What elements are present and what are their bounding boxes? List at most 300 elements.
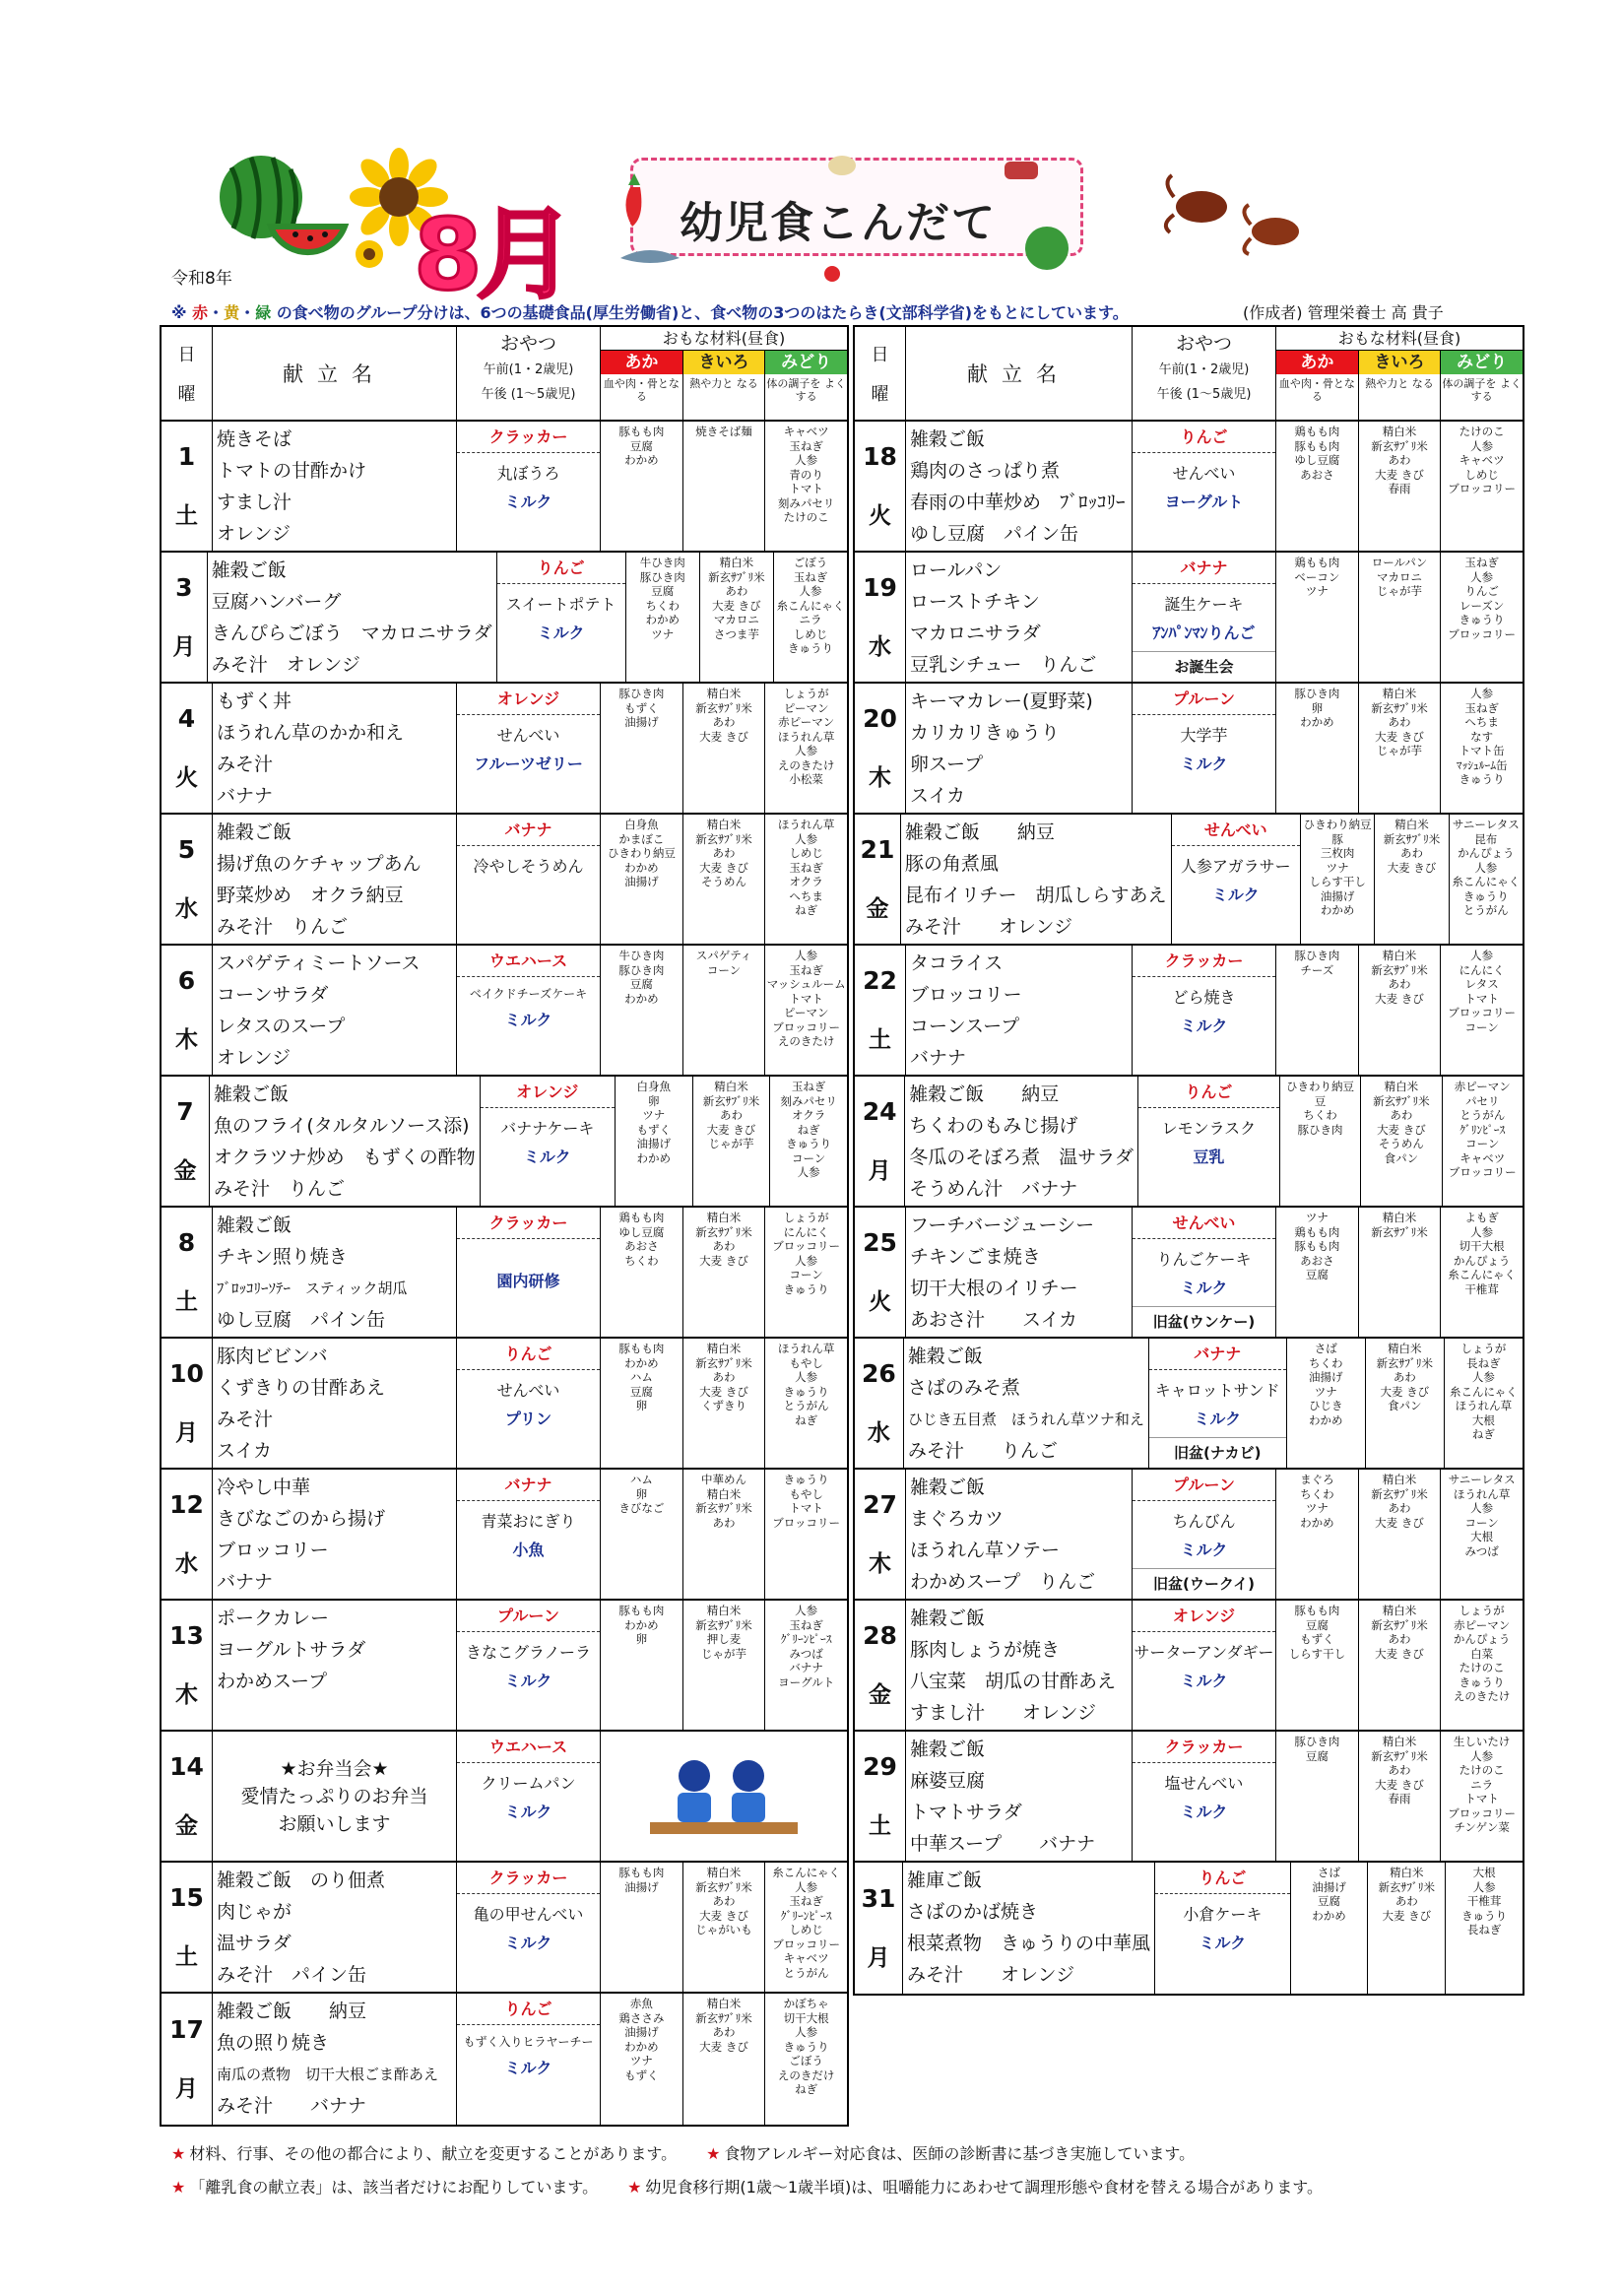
- group-red-header: あか 血や肉・骨となる: [1276, 351, 1359, 420]
- ingredients-cell: [601, 1863, 847, 1992]
- ingredients-cell: [1301, 815, 1523, 944]
- weekday: 水: [867, 1419, 890, 1446]
- ingredient-red: さば ちくわ 油揚げ ツナ ひじき わかめ: [1287, 1339, 1366, 1468]
- weekday: 土: [175, 1288, 198, 1315]
- snack-am: りんご: [1133, 422, 1275, 453]
- weekday: 月: [867, 1945, 890, 1972]
- ingredient-red: 鶏もも肉 ベーコン ツナ: [1276, 553, 1359, 682]
- day-cell: [162, 946, 213, 1075]
- ingredient-yellow: 精白米 新玄ｻﾌﾞﾘ米 あわ 大麦 きび: [1359, 1470, 1442, 1599]
- menu-item: 焼きそば: [217, 428, 292, 450]
- weekday: 金: [869, 1681, 891, 1708]
- ingredient-green: サニーレタス 昆布 かんぴょう 人参 糸こんにゃく きゅうり とうがん: [1452, 818, 1521, 917]
- day-number: 17: [169, 2014, 204, 2044]
- ingredient-green: ごぼう 玉ねぎ 人参 糸こんにゃく ニラ しめじ きゅうり: [776, 556, 845, 655]
- snack-drink: フルーツゼリー: [474, 754, 583, 773]
- ingredient-yellow: 精白米 新玄ｻﾌﾞﾘ米 あわ 大麦 きび じゃが芋: [1359, 684, 1442, 813]
- menu-item: ほうれん草ソテー: [910, 1540, 1061, 1561]
- day-number: 10: [169, 1359, 204, 1389]
- menu-item: 卵スープ: [910, 754, 984, 775]
- weekday: 月: [175, 2076, 198, 2103]
- snack-am: りんご: [457, 1994, 600, 2025]
- ingredient-red: ひきわり納豆 豚 三枚肉 ツナ しらす干し 油揚げ わかめ: [1301, 815, 1375, 944]
- snack-drink: ミルク: [1180, 754, 1228, 773]
- menu-item: 雑穀ご飯 納豆: [217, 2001, 367, 2022]
- snack-drink: ミルク: [504, 492, 552, 511]
- group-red-header: あか 血や肉・骨となる: [601, 351, 683, 420]
- ingredient-green: キャベツ 玉ねぎ 人参 青のり トマト 刻みパセリ たけのこ: [777, 425, 835, 524]
- day-header: 日 曜: [162, 327, 213, 420]
- ingredient-red: ひきわり納豆 豆 ちくわ 豚ひき肉: [1280, 1077, 1361, 1206]
- snack-am: ウエハース: [457, 1732, 600, 1763]
- ingredient-yellow: 精白米 新玄ｻﾌﾞﾘ米 あわ 大麦 きび そうめん 食パン: [1361, 1077, 1442, 1206]
- ingredients-cell: [601, 815, 847, 944]
- menu-item: さばのかば焼き: [907, 1901, 1039, 1923]
- table-row: [162, 684, 847, 815]
- day-cell: [855, 815, 901, 944]
- menu-table-right: [853, 325, 1524, 1996]
- menu-item: みそ汁 オレンジ: [907, 1964, 1075, 1986]
- snack-pm: 亀の甲せんべい: [473, 1905, 584, 1924]
- menu-cell: [906, 946, 1133, 1075]
- ingredient-red: 豚もも肉 わかめ ハム 豆腐 卵: [601, 1339, 683, 1468]
- snack-cell: [481, 1077, 616, 1206]
- ingredient-green: 生しいたけ 人参 たけのこ ニラ トマト ブロッコリー チンゲン菜: [1448, 1735, 1517, 1834]
- snack-pm: サーターアンダギー: [1134, 1643, 1274, 1662]
- snack-pm: 小倉ケーキ: [1183, 1905, 1263, 1924]
- ingredient-green: 玉ねぎ 人参 りんご レーズン きゅうり ブロッコリー: [1448, 556, 1517, 641]
- day-cell: [162, 1863, 213, 1992]
- ingredients-cell: [1276, 946, 1523, 1075]
- menu-item: 雑穀ご飯 納豆: [909, 1083, 1060, 1105]
- menu-item: みそ汁: [217, 1409, 274, 1430]
- menu-item: 雑穀ご飯: [211, 559, 287, 581]
- day-cell: [162, 1470, 213, 1599]
- ingredient-red: 豚ひき肉 卵 わかめ: [1276, 684, 1359, 813]
- menu-item: ローストチキン: [910, 591, 1040, 613]
- menu-item: ロールパン: [910, 559, 1003, 581]
- day-number: 27: [863, 1490, 897, 1520]
- menu-item: ポークカレー: [217, 1607, 330, 1629]
- table-row: [162, 815, 847, 946]
- menu-cell: [213, 815, 457, 944]
- day-cell: [855, 1732, 906, 1861]
- menu-item: 南瓜の煮物 切干大根ごま酢あえ: [217, 2066, 439, 2083]
- weekday: 木: [175, 1026, 198, 1053]
- day-number: 8: [177, 1228, 196, 1258]
- ingredient-green: かぼちゃ 切干大根 人参 きゅうり ごぼう えのきだけ ねぎ: [777, 1997, 835, 2096]
- ingredient-yellow: 精白米 新玄ｻﾌﾞﾘ米 あわ 大麦 きび じゃがいも: [683, 1863, 766, 1992]
- weekday: 木: [869, 764, 891, 791]
- snack-am: バナナ: [457, 815, 600, 846]
- ingredient-yellow: 精白米 新玄ｻﾌﾞﾘ米 あわ 大麦 きび くずきり: [683, 1339, 766, 1468]
- menu-item: 雑穀ご飯: [910, 428, 986, 450]
- table-row: [855, 1863, 1523, 1994]
- weekday: 月: [868, 1157, 891, 1184]
- ingredient-green: 赤ピーマン パセリ とうがん ｸﾞﾘﾝﾋﾟｰｽ コーン キャベツ ブロッコリー: [1448, 1080, 1517, 1179]
- day-cell: [162, 1208, 213, 1337]
- vegetables-icon: [611, 148, 1083, 286]
- group-yellow-header: きいろ 熱や力と なる: [683, 351, 766, 420]
- table-row: [162, 1339, 847, 1470]
- snack-drink: ミルク: [523, 1148, 571, 1166]
- snack-am: クラッカー: [1133, 946, 1275, 977]
- snack-cell: [1133, 553, 1276, 682]
- menu-item: 冷やし中華: [217, 1476, 311, 1498]
- weekday: 火: [869, 1288, 891, 1315]
- weekday: 金: [866, 895, 889, 922]
- menu-cell: [903, 1863, 1155, 1994]
- ingredient-red: 豚ひき肉 チーズ: [1276, 946, 1359, 1075]
- table-row: [162, 1732, 847, 1863]
- menu-item: みそ汁 オレンジ: [904, 916, 1072, 938]
- snack-drink: ミルク: [504, 1934, 552, 1952]
- table-row: [855, 1339, 1523, 1470]
- table-row: [162, 553, 847, 684]
- snack-cell: [457, 815, 601, 944]
- ingredients-cell: [601, 1208, 847, 1337]
- ingredients-header: おもな材料(昼食) あか 血や肉・骨となる きいろ 熱や力と なる みどり 体の調子を よくする: [601, 327, 847, 420]
- table-header: [162, 327, 847, 422]
- day-number: 12: [169, 1490, 204, 1520]
- day-number: 25: [863, 1228, 897, 1258]
- menu-item: 豆乳シチュー りんご: [910, 654, 1097, 676]
- menu-table-left: [160, 325, 849, 2127]
- snack-am: バナナ: [457, 1470, 600, 1501]
- menu-item: 豚肉しょうが焼き: [910, 1639, 1061, 1661]
- day-cell: [855, 684, 906, 813]
- menu-item: 雑穀ご飯: [910, 1738, 986, 1760]
- event-label: 旧盆(ウークイ): [1133, 1568, 1275, 1594]
- day-number: 31: [861, 1883, 896, 1913]
- snack-am: りんご: [1138, 1077, 1279, 1108]
- menu-cell: [213, 1470, 457, 1599]
- menu-item: ﾌﾞﾛｯｺﾘｰｿﾃｰ スティック胡瓜: [217, 1279, 408, 1297]
- table-row: [855, 1208, 1523, 1339]
- day-number: 14: [169, 1752, 204, 1782]
- menu-item: ★お弁当会★: [280, 1757, 389, 1780]
- table-row: [162, 1077, 847, 1208]
- menu-item: チキン照り焼き: [217, 1246, 348, 1268]
- snack-cell: [1133, 422, 1276, 551]
- menu-cell: [905, 1077, 1138, 1206]
- table-row: [162, 422, 847, 553]
- menu-item: すまし汁 オレンジ: [910, 1702, 1097, 1724]
- menu-item: 雑穀ご飯: [213, 1083, 289, 1105]
- menu-item: 鶏肉のさっぱり煮: [910, 460, 1061, 482]
- menu-item: 雑穀ご飯: [910, 1476, 986, 1498]
- snack-am: せんべい: [1172, 815, 1300, 846]
- weekday: 土: [869, 1026, 891, 1053]
- day-number: 5: [177, 835, 196, 865]
- ingredient-green: 糸こんにゃく 人参 玉ねぎ ｸﾞﾘｰﾝﾋﾟｰｽ しめじ ブロッコリー キャベツ とうがん: [772, 1866, 841, 1980]
- group-green-header: みどり 体の調子を よくする: [766, 353, 846, 403]
- day-cell: [855, 1601, 906, 1730]
- table-row: [162, 1994, 847, 2125]
- table-header: [855, 327, 1523, 422]
- snack-cell: [457, 1601, 601, 1730]
- table-row: [855, 946, 1523, 1077]
- ingredients-cell: [1276, 1470, 1523, 1599]
- menu-item: 愛情たっぷりのお弁当: [240, 1785, 428, 1807]
- event-label: 旧盆(ウンケー): [1133, 1306, 1275, 1332]
- snack-cell: [1149, 1339, 1287, 1468]
- day-number: 21: [860, 835, 895, 865]
- menu-cell: [208, 553, 497, 682]
- menu-item: スパゲティミートソース: [217, 952, 421, 974]
- snack-pm: バナナケーキ: [500, 1119, 595, 1138]
- snack-am: クラッカー: [457, 422, 600, 453]
- ingredients-cell: [626, 553, 847, 682]
- weekday: 火: [175, 764, 198, 791]
- snack-drink: ミルク: [504, 1803, 552, 1821]
- weekday: 木: [175, 1681, 198, 1708]
- ingredients-cell: [601, 1732, 847, 1861]
- menu-cell: [906, 684, 1133, 813]
- ingredient-yellow: 精白米 新玄ｻﾌﾞﾘ米 押し麦 じゃが芋: [683, 1601, 766, 1730]
- weekday: 木: [869, 1550, 891, 1577]
- menu-item: ほうれん草のかか和え: [217, 722, 405, 744]
- day-number: 29: [863, 1752, 897, 1782]
- menu-item: 揚げ魚のケチャップあん: [217, 853, 421, 875]
- group-green-header: みどり 体の調子を よくする: [1442, 353, 1522, 403]
- menu-item: 雑穀ご飯: [910, 1607, 986, 1629]
- ingredient-green: しょうが にんにく ブロッコリー 人参 コーン きゅうり: [772, 1211, 841, 1296]
- menu-item: きんぴらごぼう マカロニサラダ: [211, 623, 492, 644]
- ingredients-cell: [1276, 684, 1523, 813]
- ingredient-green: 人参 にんにく レタス トマト ブロッコリー コーン: [1448, 949, 1517, 1034]
- day-cell: [162, 422, 213, 551]
- ingredient-red: 豚もも肉 豆腐 わかめ: [601, 422, 683, 551]
- ingredient-yellow: 精白米 新玄ｻﾌﾞﾘ米 あわ 大麦 きび: [1375, 815, 1449, 944]
- menu-item: 豚の角煮風: [904, 853, 999, 875]
- day-cell: [162, 553, 208, 682]
- menu-item: バナナ: [217, 1571, 274, 1593]
- ingredient-yellow: 精白米 新玄ｻﾌﾞﾘ米 あわ 大麦 きび: [1359, 946, 1442, 1075]
- day-number: 1: [177, 442, 196, 472]
- day-number: 19: [863, 573, 897, 603]
- day-number: 24: [862, 1097, 897, 1127]
- menu-item: バナナ: [910, 1047, 967, 1069]
- menu-cell: [213, 1863, 457, 1992]
- weekday: 水: [869, 633, 891, 660]
- snack-am: オレンジ: [1133, 1601, 1275, 1632]
- menu-item: スイカ: [217, 1440, 273, 1462]
- menu-item: キーマカレー(夏野菜): [910, 690, 1093, 712]
- snack-am: クラッカー: [1133, 1732, 1275, 1763]
- menu-item: さばのみそ煮: [907, 1377, 1020, 1399]
- snack-cell: [1133, 1208, 1276, 1337]
- day-cell: [162, 1339, 213, 1468]
- table-row: [162, 1208, 847, 1339]
- day-cell: [855, 1470, 906, 1599]
- snack-am: クラッカー: [457, 1863, 600, 1894]
- snack-pm: せんべい: [1172, 464, 1236, 483]
- snack-pm: レモンラスク: [1161, 1119, 1257, 1138]
- snack-drink: 小魚: [512, 1541, 545, 1559]
- menu-item: ブロッコリー: [217, 1540, 329, 1561]
- menu-cell: [906, 553, 1133, 682]
- menu-cell: [213, 1208, 457, 1337]
- menu-item: 肉じゃが: [217, 1901, 292, 1923]
- day-number: 6: [177, 966, 196, 996]
- ingredient-red: 牛ひき肉 豚ひき肉 豆腐 わかめ: [601, 946, 683, 1075]
- day-cell: [855, 553, 906, 682]
- snack-drink: ミルク: [1180, 1279, 1228, 1297]
- snack-cell: [1133, 1601, 1276, 1730]
- snack-cell: [457, 1732, 601, 1861]
- menu-cell: [906, 1732, 1133, 1861]
- menu-item: 豆腐ハンバーグ: [211, 591, 342, 613]
- ingredient-red: 豚もも肉 わかめ 卵: [601, 1601, 683, 1730]
- menu-cell: [213, 1994, 457, 2125]
- stag-beetle-icon: [1152, 167, 1320, 266]
- snack-am: オレンジ: [481, 1077, 615, 1108]
- watermelon-icon: [212, 148, 350, 266]
- ingredients-cell: [1280, 1077, 1523, 1206]
- table-row: [855, 1077, 1523, 1208]
- menu-item: もずく丼: [217, 690, 292, 712]
- snack-pm: きなこグラノーラ: [465, 1643, 592, 1662]
- snack-am: クラッカー: [457, 1208, 600, 1239]
- ingredients-cell: [601, 1601, 847, 1730]
- day-cell: [855, 1208, 906, 1337]
- ingredient-yellow: 精白米 新玄ｻﾌﾞﾘ米 あわ 大麦 きび マカロニ さつま芋: [700, 553, 774, 682]
- ingredient-red: ハム 卵 きびなご: [601, 1470, 683, 1599]
- ingredient-green: きゅうり もやし トマト ブロッコリー: [772, 1473, 841, 1530]
- menu-item: 春雨の中華炒め ﾌﾞﾛｯｺﾘｰ: [910, 492, 1126, 513]
- snack-cell: [457, 946, 601, 1075]
- ingredient-yellow: 精白米 新玄ｻﾌﾞﾘ米 あわ 大麦 きび 春雨: [1359, 422, 1442, 551]
- snack-drink: ミルク: [1180, 1541, 1228, 1559]
- day-cell: [162, 1077, 210, 1206]
- ingredient-yellow: 精白米 新玄ｻﾌﾞﾘ米 あわ 大麦 きび: [683, 684, 766, 813]
- ingredient-red: 鶏もも肉 ゆし豆腐 あおさ ちくわ: [601, 1208, 683, 1337]
- ingredient-yellow: 精白米 新玄ｻﾌﾞﾘ米 あわ 大麦 きび: [683, 1994, 766, 2125]
- weekday: 水: [175, 1550, 198, 1577]
- snack-cell: [457, 1339, 601, 1468]
- ingredients-cell: [601, 422, 847, 551]
- snack-drink: ミルク: [1180, 1017, 1228, 1035]
- snack-am: りんご: [497, 553, 625, 584]
- snack-header: おやつ 午前(1・2歳児) 午後 (1～5歳児): [457, 327, 601, 420]
- weekday: 月: [175, 1419, 198, 1446]
- snack-pm: 丸ぼうろ: [496, 464, 560, 483]
- snack-cell: [1133, 946, 1276, 1075]
- menu-item: 魚の照り焼き: [217, 2032, 330, 2054]
- snack-drink: ミルク: [1211, 886, 1260, 904]
- ingredient-yellow: 精白米 新玄ｻﾌﾞﾘ米: [1359, 1208, 1442, 1337]
- day-number: 13: [169, 1621, 204, 1651]
- ingredient-green: 玉ねぎ 刻みパセリ オクラ ねぎ きゅうり コーン 人参: [780, 1080, 837, 1179]
- menu-cell: [213, 684, 457, 813]
- menu-item: みそ汁 パイン缶: [217, 1964, 367, 1986]
- snack-am: バナナ: [1149, 1339, 1286, 1370]
- ingredient-green: しょうが ピーマン 赤ピーマン ほうれん草 人参 えのきたけ 小松菜: [777, 687, 835, 786]
- menu-cell: [213, 1339, 457, 1468]
- menu-item: 温サラダ: [217, 1933, 292, 1954]
- snack-drink: ミルク: [504, 1011, 552, 1029]
- menu-cell: [213, 422, 457, 551]
- snack-pm: せんべい: [496, 1381, 560, 1400]
- page-title: 幼児食こんだて: [680, 198, 997, 248]
- weekday: 金: [175, 1812, 198, 1839]
- menu-item: 中華スープ バナナ: [910, 1833, 1096, 1855]
- ingredient-green: ほうれん草 人参 しめじ 玉ねぎ オクラ へちま ねぎ: [777, 818, 835, 917]
- month-title: 8月: [414, 197, 569, 312]
- ingredients-cell: [1276, 553, 1523, 682]
- day-cell: [855, 1863, 903, 1994]
- ingredient-red: 白身魚 かまぼこ ひきわり納豆 わかめ 油揚げ: [601, 815, 683, 944]
- table-row: [162, 946, 847, 1077]
- snack-cell: [1133, 684, 1276, 813]
- menu-item: 麻婆豆腐: [910, 1770, 986, 1792]
- ingredient-red: 豚ひき肉 もずく 油揚げ: [601, 684, 683, 813]
- snack-drink: ミルク: [1194, 1410, 1242, 1428]
- snack-cell: [1138, 1077, 1280, 1206]
- snack-am: プルーン: [1133, 1470, 1275, 1501]
- day-cell: [855, 422, 906, 551]
- snack-cell: [1172, 815, 1301, 944]
- weekday: 土: [175, 502, 198, 529]
- footer-notes: [171, 2137, 1530, 2204]
- ingredient-red: さば 油揚げ 豆腐 わかめ: [1291, 1863, 1369, 1994]
- food-group-note: ※ 赤・黄・緑 の食べ物のグループ分けは、6つの基礎食品(厚生労働省)と、食べ物の3つのはたらき(文部科学省)をもとにしています。: [171, 303, 1129, 322]
- ingredients-cell: [601, 684, 847, 813]
- snack-cell: [1133, 1470, 1276, 1599]
- ingredient-red: 豚ひき肉 豆腐: [1276, 1732, 1359, 1861]
- snack-drink: ミルク: [504, 2059, 552, 2077]
- menu-item: カリカリきゅうり: [910, 722, 1060, 744]
- day-cell: [162, 815, 213, 944]
- ingredient-green: 人参 玉ねぎ マッシュルーム トマト ピーマン ブロッコリー えのきたけ: [766, 949, 846, 1048]
- ingredient-yellow: ロールパン マカロニ じゃが芋: [1359, 553, 1442, 682]
- weekday: 土: [175, 1943, 198, 1970]
- menu-item: まぐろカツ: [910, 1508, 1005, 1530]
- menu-item: マカロニサラダ: [910, 623, 1041, 644]
- snack-cell: [457, 684, 601, 813]
- weekday: 火: [869, 502, 891, 529]
- menu-item: ゆし豆腐 パイン缶: [217, 1309, 386, 1331]
- snack-drink: 園内研修: [496, 1272, 560, 1290]
- ingredient-yellow: スパゲティ コーン: [683, 946, 766, 1075]
- menu-item: 八宝菜 胡瓜の甘酢あえ: [910, 1671, 1117, 1692]
- snack-pm: 誕生ケーキ: [1164, 595, 1244, 614]
- day-cell: [162, 1601, 213, 1730]
- menu-cell: [906, 422, 1133, 551]
- snack-drink: ミルク: [1199, 1934, 1247, 1952]
- ingredient-yellow: 精白米 新玄ｻﾌﾞﾘ米 あわ 大麦 きび 食パン: [1366, 1339, 1445, 1468]
- snack-drink: ミルク: [1180, 1672, 1228, 1690]
- menu-item: 野菜炒め オクラ納豆: [217, 885, 404, 906]
- menu-item: タコライス: [910, 952, 1004, 974]
- table-row: [855, 1732, 1523, 1863]
- menu-item: 豚肉ビビンバ: [217, 1345, 328, 1367]
- ingredient-red: まぐろ ちくわ ツナ わかめ: [1276, 1470, 1359, 1599]
- ingredients-cell: [1276, 1601, 1523, 1730]
- event-label: 旧盆(ナカビ): [1149, 1437, 1286, 1463]
- menu-item: みそ汁 りんご: [217, 916, 349, 938]
- table-row: [855, 422, 1523, 553]
- snack-am: プルーン: [457, 1601, 600, 1632]
- menu-item: ブロッコリー: [910, 984, 1022, 1006]
- table-row: [855, 1470, 1523, 1601]
- ingredient-red: 赤魚 鶏ささみ 油揚げ わかめ ツナ もずく: [601, 1994, 683, 2125]
- menu-item: コーンサラダ: [217, 984, 329, 1006]
- ingredient-green: 人参 玉ねぎ へちま なす トマト缶 ﾏｯｼｭﾙｰﾑ缶 きゅうり: [1456, 687, 1508, 786]
- snack-am: りんご: [1155, 1863, 1290, 1894]
- menu-item: トマトサラダ: [910, 1802, 1022, 1823]
